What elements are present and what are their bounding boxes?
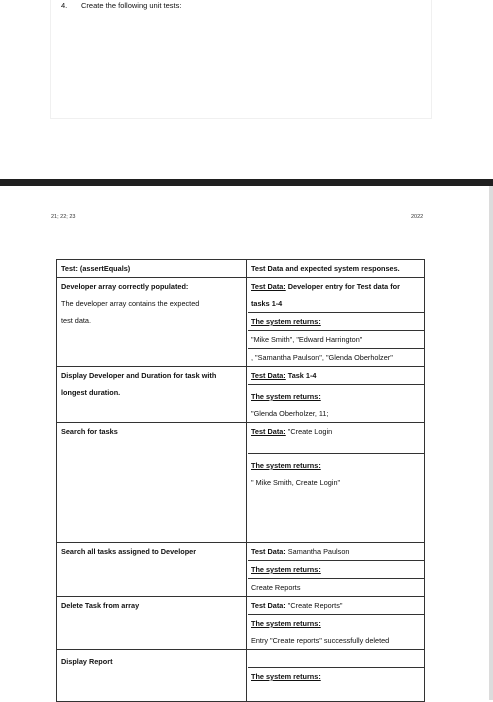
page-header-left: 21; 22; 23 xyxy=(51,214,76,220)
returns-label: The system returns: xyxy=(248,560,424,578)
test-data-label: Test Data: xyxy=(251,371,286,380)
instruction-number: 4. xyxy=(61,1,68,10)
returns-label: The system returns: xyxy=(248,614,424,632)
test-name-cell xyxy=(57,367,247,423)
cell-spacer xyxy=(251,650,420,667)
test-name-cell xyxy=(57,543,247,597)
table-row xyxy=(57,650,425,702)
page-divider xyxy=(0,179,493,186)
page-frame xyxy=(50,0,432,119)
test-title: Developer array correctly populated: xyxy=(61,282,189,291)
table-row xyxy=(57,278,425,367)
returns-value: "Mike Smith", "Edward Harrington" xyxy=(248,330,424,348)
returns-value: , "Samantha Paulson", "Glenda Oberholzer" xyxy=(248,348,424,366)
unit-tests-table xyxy=(56,259,425,702)
test-data-label: Test Data: xyxy=(251,547,286,556)
test-data-label: Test Data: xyxy=(251,427,286,436)
test-data-value: Task 1-4 xyxy=(285,371,317,380)
test-name-cell xyxy=(57,650,247,702)
table-header-row xyxy=(57,260,425,278)
test-data-label: Test Data: xyxy=(251,282,286,291)
returns-value: Create Reports xyxy=(248,578,424,596)
cell-spacer xyxy=(251,685,420,701)
test-data-line xyxy=(251,597,420,614)
page-header-right: 2022 xyxy=(411,214,424,220)
table-row xyxy=(57,543,425,597)
returns-value: Entry "Create reports" successfully deleted xyxy=(251,636,390,645)
header-data-cell: Test Data and expected system responses. xyxy=(247,260,425,278)
test-data-value: tasks 1-4 xyxy=(251,299,283,308)
returns-block xyxy=(248,453,424,529)
cell-spacer xyxy=(61,440,242,542)
test-title: Display Developer and Duration for task with xyxy=(61,371,217,380)
returns-label: The system returns: xyxy=(251,317,321,326)
test-data-cell xyxy=(247,278,425,367)
test-title: Search for tasks xyxy=(61,427,118,436)
cell-spacer xyxy=(251,440,420,453)
test-title: longest duration. xyxy=(61,388,121,397)
test-data-line xyxy=(251,423,420,440)
returns-label: The system returns: xyxy=(248,667,424,685)
previous-page xyxy=(0,0,493,180)
table-row xyxy=(57,423,425,543)
test-data-value: "Create Reports" xyxy=(285,601,343,610)
test-name-cell xyxy=(57,278,247,367)
test-description: test data. xyxy=(61,316,92,325)
test-data-cell xyxy=(247,597,425,650)
test-title: Search all tasks assigned to Developer xyxy=(61,547,197,556)
test-name-cell xyxy=(57,597,247,650)
test-data-line xyxy=(251,367,420,384)
test-title: Delete Task from array xyxy=(61,601,140,610)
returns-block xyxy=(248,384,424,422)
returns-block xyxy=(248,312,424,366)
cell-spacer xyxy=(251,491,420,529)
test-title: Display Report xyxy=(61,657,113,666)
instruction-text: Create the following unit tests: xyxy=(81,1,182,10)
test-data-line xyxy=(251,543,420,560)
returns-value: " Mike Smith, Create Login" xyxy=(251,478,341,487)
table-row xyxy=(57,597,425,650)
test-data-cell xyxy=(247,367,425,423)
cell-spacer xyxy=(61,401,242,418)
test-data-value: Samantha Paulson xyxy=(285,547,350,556)
cell-spacer xyxy=(61,670,242,700)
header-test-cell: Test: (assertEquals) xyxy=(57,260,247,278)
scroll-edge xyxy=(489,186,493,700)
test-data-cell xyxy=(247,423,425,543)
test-data-value: Developer entry for Test data for xyxy=(285,282,400,291)
test-data-cell xyxy=(247,543,425,597)
returns-value: "Glenda Oberholzer, 11; xyxy=(251,409,329,418)
test-data-cell xyxy=(247,650,425,702)
returns-label: The system returns: xyxy=(251,392,321,401)
test-description: The developer array contains the expected xyxy=(61,299,200,308)
test-data-line xyxy=(251,278,420,295)
test-data-value: "Create Login xyxy=(285,427,333,436)
returns-label: The system returns: xyxy=(251,461,321,470)
test-name-cell xyxy=(57,423,247,543)
table-row xyxy=(57,367,425,423)
test-data-label: Test Data: xyxy=(251,601,286,610)
